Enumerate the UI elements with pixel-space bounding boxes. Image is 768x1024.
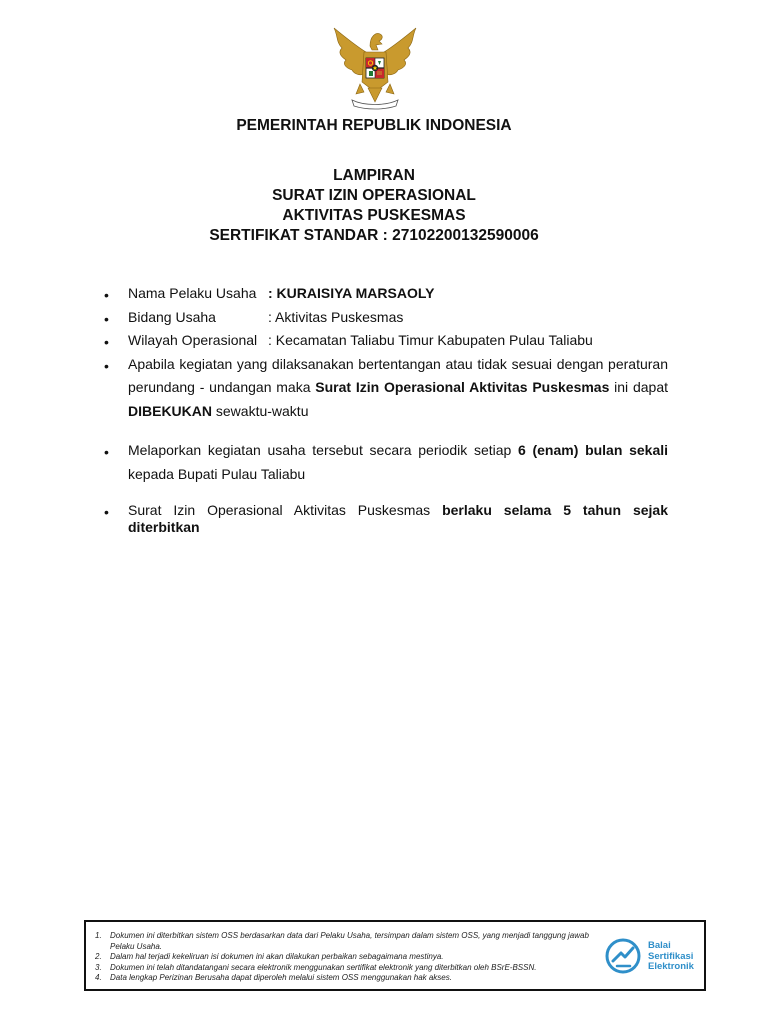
note-text: Data lengkap Perizinan Berusaha dapat diperoleh melalui sistem OSS menggunakan hak akses. (110, 973, 452, 982)
footer-notes-list (95, 931, 601, 984)
permit-details (104, 282, 668, 536)
condition-validity (104, 502, 668, 536)
heading-certificate-number: SERTIFIKAT STANDAR : 27102200132590006 (209, 227, 539, 244)
footer-note (95, 952, 601, 963)
detail-label: Nama Pelaku Usaha (128, 285, 257, 301)
detail-label: Wilayah Operasional (128, 332, 258, 348)
detail-label: Bidang Usaha (128, 308, 216, 325)
footer-note (95, 931, 601, 952)
note-number: 2. (95, 952, 102, 961)
text: sewaktu-waktu (212, 402, 309, 419)
detail-business-field (104, 306, 668, 330)
footer-note (95, 973, 601, 984)
logo-line: Sertifikasi (648, 950, 694, 962)
bullet: • (104, 310, 109, 327)
bold-text: Surat Izin Operasional Aktivitas Puskesmas (315, 379, 610, 395)
text: kepada Bupati Pulau Taliabu (128, 465, 306, 482)
text: ini dapat (609, 379, 668, 395)
logo-line: Balai (648, 940, 671, 951)
bse-logo-text (648, 941, 694, 973)
heading-activity: AKTIVITAS PUSKESMAS (282, 207, 466, 224)
condition-reporting (104, 439, 668, 486)
heading-permit-name: SURAT IZIN OPERASIONAL (272, 187, 476, 204)
note-text: Dokumen ini telah ditandatangani secara elektronik menggunakan sertifikat elektronik yang diterbitkan oleh BSrE-BSSN. (110, 962, 537, 972)
text: Apabila kegiatan yang dilaksanakan bertentangan atau tidak sesuai dengan peraturan perundang - undangan maka (128, 355, 668, 395)
bullet: • (104, 287, 109, 303)
detail-value: : Kecamatan Taliabu Timur Kabupaten Pulau Taliabu (268, 332, 593, 348)
government-title: PEMERINTAH REPUBLIK INDONESIA (236, 117, 512, 134)
garuda-pancasila-emblem (330, 22, 420, 110)
bold-text: berlaku selama 5 tahun sejak diterbitkan (128, 502, 668, 535)
bullet: • (104, 504, 109, 520)
note-number: 1. (95, 931, 102, 940)
text: Surat Izin Operasional Aktivitas Puskesmas (128, 502, 443, 518)
note-number: 4. (95, 973, 102, 982)
bold-text: DIBEKUKAN (128, 402, 212, 419)
bse-logo-icon (604, 937, 642, 975)
detail-value: : KURAISIYA MARSAOLY (268, 285, 435, 301)
note-text: Dokumen ini diterbitkan sistem OSS berdasarkan data dari Pelaku Usaha, tersimpan dalam sistem OSS, yang menjadi tanggung jawab Pelaku Usaha. (110, 931, 589, 951)
detail-value: : Aktivitas Puskesmas (268, 308, 404, 325)
bullet: • (104, 444, 109, 460)
detail-operational-area (104, 329, 668, 353)
footer-notes-box (84, 920, 706, 991)
bold-text: 6 (enam) bulan sekali (518, 442, 669, 458)
condition-freeze (104, 353, 668, 424)
note-number: 3. (95, 962, 102, 972)
footer-note (95, 963, 601, 974)
note-text: Dalam hal terjadi kekeliruan isi dokumen ini akan dilakukan perbaikan sebagaimana mestinya. (110, 952, 444, 961)
text: Melaporkan kegiatan usaha tersebut secara periodik setiap (128, 442, 519, 458)
document-heading (0, 166, 748, 246)
logo-line: Elektronik (648, 961, 694, 972)
bullet: • (104, 334, 109, 350)
detail-business-actor (104, 282, 668, 306)
heading-lampiran: LAMPIRAN (333, 167, 415, 184)
bullet: • (104, 357, 109, 374)
